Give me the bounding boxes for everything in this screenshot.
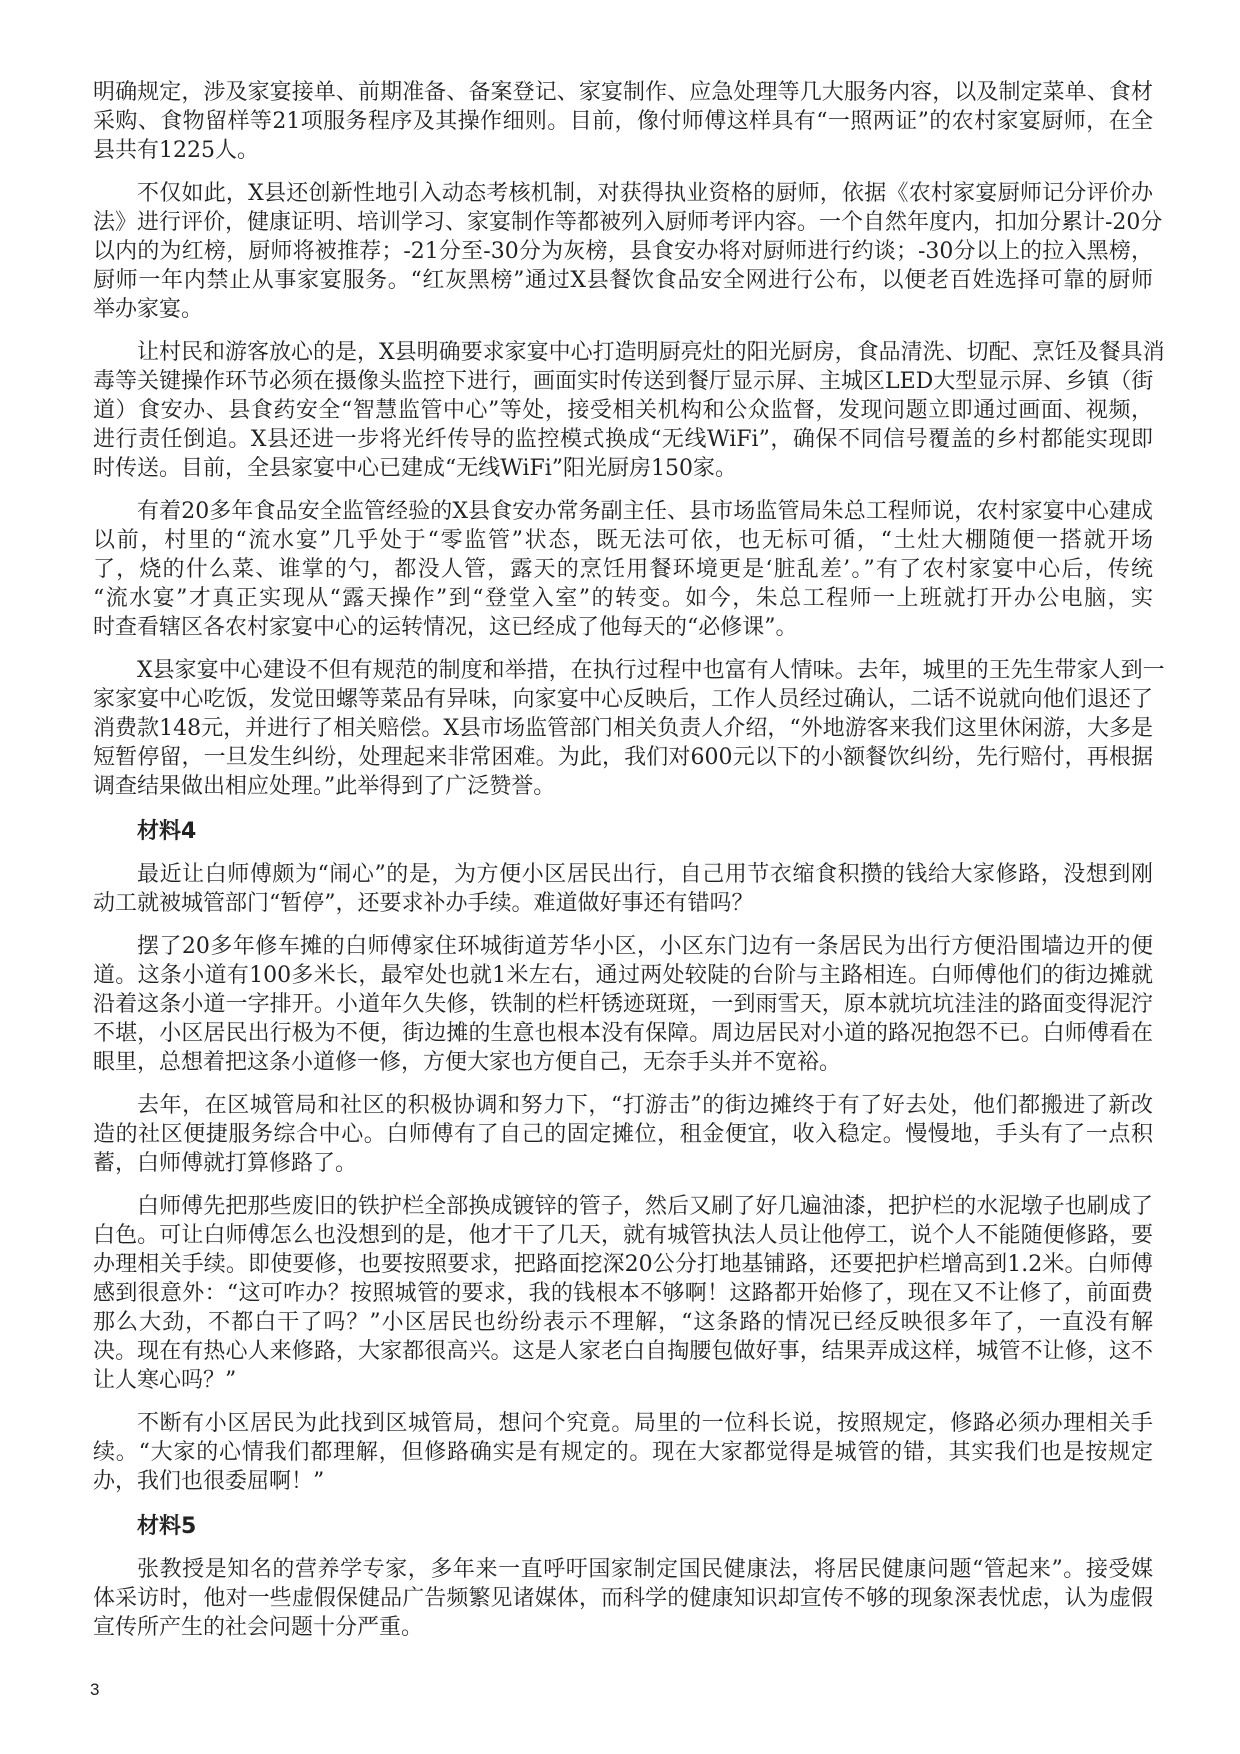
text-line: 那么大劲，不都白干了吗？”小区居民也纷纷表示不理解，“这条路的情况已经反映很多年了，一直没有解 <box>93 1310 1153 1335</box>
text-line: 蓄，白师傅就打算修路了。 <box>93 1151 358 1176</box>
text-line: 进行责任倒追。X县还进一步将光纤传导的监控模式换成“无线WiFi”，确保不同信号覆盖的乡村都能实现即 <box>93 427 1153 452</box>
paragraph <box>93 338 1165 483</box>
text-line: 白色。可让白师傅怎么也没想到的是，他才干了几天，就有城管执法人员让他停工，说个人不能随便修路，要 <box>93 1223 1153 1248</box>
text-line: 县共有1225人。 <box>93 138 259 163</box>
text-line: 毒等关键操作环节必须在摄像头监控下进行，画面实时传送到餐厅显示屏、主城区LED大型显示屏、乡镇（街 <box>93 369 1154 394</box>
paragraph <box>93 656 1165 801</box>
page-number: 3 <box>90 1680 100 1699</box>
text-line: 办理相关手续。即使要修，也要按照要求，把路面挖深20公分打地基铺路，还要把护栏增高到1.2米。白师傅 <box>93 1252 1153 1277</box>
text-line: 办，我们也很委屈啊！” <box>93 1469 325 1494</box>
section-heading: 材料4 <box>137 819 197 844</box>
text-line: 宣传所产生的社会问题十分严重。 <box>93 1615 424 1640</box>
text-line: 不断有小区居民为此找到区城管局，想问个究竟。局里的一位科长说，按照规定，修路必须办理相关手 <box>137 1411 1153 1436</box>
text-line: 调查结果做出相应处理。”此举得到了广泛赞誉。 <box>93 774 556 799</box>
paragraph <box>93 860 1153 918</box>
text-line: 以前，村里的“流水宴”几乎处于“零监管”状态，既无法可依，也无标可循，“土灶大棚随便一搭就开场 <box>93 528 1153 553</box>
text-line: 让人寒心吗？” <box>93 1368 237 1393</box>
text-line: 动工就被城管部门“暂停”，还要求补办手续。难道做好事还有错吗？ <box>93 891 754 916</box>
paragraph <box>93 179 1163 324</box>
text-line: 白师傅先把那些废旧的铁护栏全部换成镀锌的管子，然后又刷了好几遍油漆，把护栏的水泥墩子也刷成了 <box>137 1194 1153 1219</box>
text-line: 有着20多年食品安全监管经验的X县食安办常务副主任、县市场监管局朱总工程师说，农村家宴中心建成 <box>137 499 1153 524</box>
text-line: 续。“大家的心情我们都理解，但修路确实是有规定的。现在大家都觉得是城管的错，其实我们也是按规定 <box>93 1440 1153 1465</box>
text-line: 决。现在有热心人来修路，大家都很高兴。这是人家老白自掏腰包做好事，结果弄成这样，城管不让修，这不 <box>93 1339 1153 1364</box>
text-line: 不堪，小区居民出行极为不便，街边摊的生意也根本没有保障。周边居民对小道的路况抱怨不已。白师傅看在 <box>93 1021 1153 1046</box>
text-line: 去年，在区城管局和社区的积极协调和努力下，“打游击”的街边摊终于有了好去处，他们都搬进了新改 <box>137 1093 1153 1118</box>
text-line: 眼里，总想着把这条小道修一修，方便大家也方便自己，无奈手头并不宽裕。 <box>93 1050 842 1075</box>
text-line: 时传送。目前，全县家宴中心已建成“无线WiFi”阳光厨房150家。 <box>93 456 738 481</box>
text-line: 厨师一年内禁止从事家宴服务。“红灰黑榜”通过X县餐饮食品安全网进行公布，以便老百姓选择可靠的厨师 <box>93 268 1153 293</box>
text-line: 最近让白师傅颇为“闹心”的是，为方便小区居民出行，自己用节衣缩食积攒的钱给大家修路，没想到刚 <box>137 862 1153 887</box>
text-line: 短暂停留，一旦发生纠纷，处理起来非常困难。为此，我们对600元以下的小额餐饮纠纷，先行赔付，再根据 <box>93 745 1153 770</box>
text-line: 时查看辖区各农村家宴中心的运转情况，这已经成了他每天的“必修课”。 <box>93 615 798 640</box>
text-line: 感到很意外：“这可咋办？按照城管的要求，我的钱根本不够啊！这路都开始修了，现在又不让修了，前面费 <box>93 1281 1153 1306</box>
paragraph <box>93 497 1153 642</box>
paragraph <box>93 1555 1153 1642</box>
text-line: 明确规定，涉及家宴接单、前期准备、备案登记、家宴制作、应急处理等几大服务内容，以及制定菜单、食材 <box>93 80 1153 105</box>
text-line: 道）食安办、县食药安全“智慧监管中心”等处，接受相关机构和公众监督，发现问题立即通过画面、视频， <box>93 398 1153 423</box>
paragraph <box>93 78 1153 165</box>
text-line: X县家宴中心建设不但有规范的制度和举措，在执行过程中也富有人情味。去年，城里的王先生带家人到一 <box>137 658 1165 683</box>
text-line: 道。这条小道有100多米长，最窄处也就1米左右，通过两处较陡的台阶与主路相连。白师傅他们的街边摊就 <box>93 963 1153 988</box>
text-line: 张教授是知名的营养学专家，多年来一直呼吁国家制定国民健康法，将居民健康问题“管起来”。接受媒 <box>137 1557 1153 1582</box>
section-heading: 材料5 <box>137 1514 197 1539</box>
text-line: 造的社区便捷服务综合中心。白师傅有了自己的固定摊位，租金便宜，收入稳定。慢慢地，手头有了一点积 <box>93 1122 1153 1147</box>
text-line: 沿着这条小道一字排开。小道年久失修，铁制的栏杆锈迹斑斑，一到雨雪天，原本就坑坑洼洼的路面变得泥泞 <box>93 992 1153 1017</box>
paragraph <box>93 1091 1153 1178</box>
text-line: 举办家宴。 <box>93 297 204 322</box>
text-line: 让村民和游客放心的是，X县明确要求家宴中心打造明厨亮灶的阳光厨房，食品清洗、切配、烹饪及餐具消 <box>137 340 1165 365</box>
text-line: 摆了20多年修车摊的白师傅家住环城街道芳华小区，小区东门边有一条居民为出行方便沿围墙边开的便 <box>137 934 1153 959</box>
paragraph <box>93 1409 1153 1496</box>
paragraph <box>93 1192 1153 1395</box>
text-line: 家家宴中心吃饭，发觉田螺等菜品有异味，向家宴中心反映后，工作人员经过确认，二话不说就向他们退还了 <box>93 687 1153 712</box>
text-line: 以内的为红榜，厨师将被推荐；-21分至-30分为灰榜，县食安办将对厨师进行约谈；-30分以上的拉入黑榜， <box>93 239 1153 264</box>
document-body <box>93 78 1165 1642</box>
text-line: 了，烧的什么菜、谁掌的勺，都没人管，露天的烹饪用餐环境更是‘脏乱差’。”有了农村家宴中心后，传统 <box>93 557 1153 582</box>
text-line: 不仅如此，X县还创新性地引入动态考核机制，对获得执业资格的厨师，依据《农村家宴厨师记分评价办 <box>137 181 1153 206</box>
text-line: 消费款148元，并进行了相关赔偿。X县市场监管部门相关负责人介绍，“外地游客来我们这里休闲游，大多是 <box>93 716 1153 741</box>
text-line: 法》进行评价，健康证明、培训学习、家宴制作等都被列入厨师考评内容。一个自然年度内，扣加分累计-20分 <box>93 210 1163 235</box>
paragraph <box>93 932 1153 1077</box>
text-line: “流水宴”才真正实现从“露天操作”到“登堂入室”的转变。如今，朱总工程师一上班就打开办公电脑，实 <box>93 586 1153 611</box>
text-line: 体采访时，他对一些虚假保健品广告频繁见诸媒体，而科学的健康知识却宣传不够的现象深表忧虑，认为虚假 <box>93 1586 1153 1611</box>
text-line: 采购、食物留样等21项服务程序及其操作细则。目前，像付师傅这样具有“一照两证”的农村家宴厨师，在全 <box>93 109 1153 134</box>
